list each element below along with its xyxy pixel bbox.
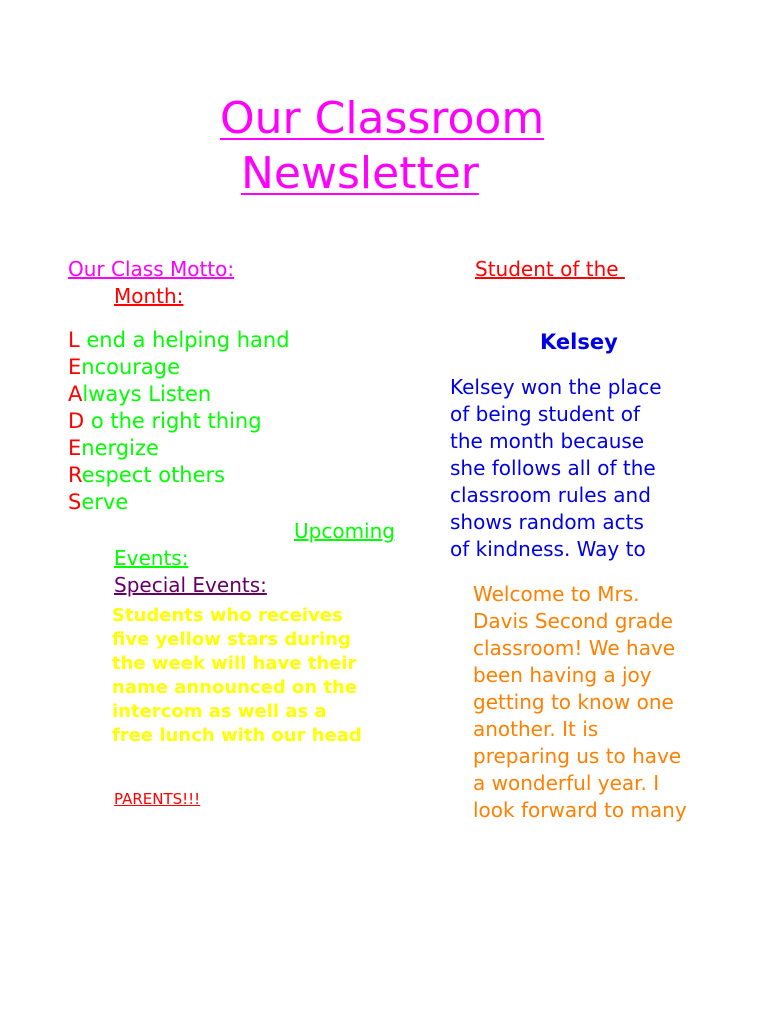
motto-text: o the right thing — [84, 409, 262, 433]
student-body-line: classroom rules and — [450, 483, 651, 507]
motto-line — [68, 354, 290, 381]
student-body-line: shows random acts — [450, 510, 644, 534]
motto-letter: D — [68, 409, 85, 433]
student-of-month-heading-part2: Month: — [114, 284, 184, 308]
motto-line — [68, 489, 290, 516]
motto-text: ncourage — [81, 355, 181, 379]
motto-text: end a helping hand — [79, 328, 290, 352]
welcome-line: a wonderful year. I — [473, 771, 660, 795]
special-events-line: five yellow stars during — [112, 629, 351, 650]
special-events-line: name announced on the — [112, 677, 358, 698]
upcoming-events-heading-part2: Events: — [114, 546, 189, 570]
welcome-line: Davis Second grade — [473, 609, 673, 633]
motto-heading: Our Class Motto: — [68, 257, 235, 281]
welcome-paragraph — [473, 581, 687, 824]
motto-line — [68, 462, 290, 489]
motto-list — [68, 327, 290, 516]
welcome-line: been having a joy — [473, 663, 652, 687]
student-of-month-heading-part1: Student of the — [475, 257, 625, 281]
motto-line — [68, 435, 290, 462]
special-events-body — [112, 604, 412, 752]
special-events-line: intercom as well as a — [112, 701, 327, 722]
student-name: Kelsey — [540, 330, 618, 354]
special-events-heading: Special Events: — [114, 573, 267, 597]
student-body-line: the month because — [450, 429, 645, 453]
upcoming-events-heading-part1: Upcoming — [294, 519, 395, 543]
motto-letter: E — [68, 436, 82, 460]
student-body-line: of kindness. Way to — [450, 537, 646, 561]
motto-letter: E — [68, 355, 82, 379]
welcome-line: classroom! We have — [473, 636, 676, 660]
newsletter-title-line-1: Our Classroom — [220, 93, 545, 144]
special-events-line: Students who receives — [112, 605, 343, 626]
motto-text: lways Listen — [82, 382, 212, 406]
motto-letter: R — [68, 463, 82, 487]
student-of-month-body — [450, 374, 662, 563]
welcome-line: look forward to many — [473, 798, 687, 822]
motto-text: nergize — [81, 436, 159, 460]
student-body-line: Kelsey won the place — [450, 375, 662, 399]
student-body-line: she follows all of the — [450, 456, 656, 480]
special-events-line: free lunch with our head — [112, 725, 362, 746]
newsletter-title-line-2: Newsletter — [241, 148, 479, 199]
motto-letter: A — [68, 382, 83, 406]
welcome-line: Welcome to Mrs. — [473, 582, 640, 606]
parents-label: PARENTS!!! — [114, 790, 201, 808]
welcome-line: preparing us to have — [473, 744, 682, 768]
motto-line — [68, 408, 290, 435]
welcome-line: another. It is — [473, 717, 599, 741]
motto-text: espect others — [81, 463, 226, 487]
motto-letter: S — [68, 490, 82, 514]
student-body-line: of being student of — [450, 402, 641, 426]
welcome-line: getting to know one — [473, 690, 674, 714]
motto-line — [68, 381, 290, 408]
motto-line — [68, 327, 290, 354]
motto-text: erve — [81, 490, 129, 514]
motto-letter: L — [68, 328, 80, 352]
special-events-line: the week will have their — [112, 653, 357, 674]
